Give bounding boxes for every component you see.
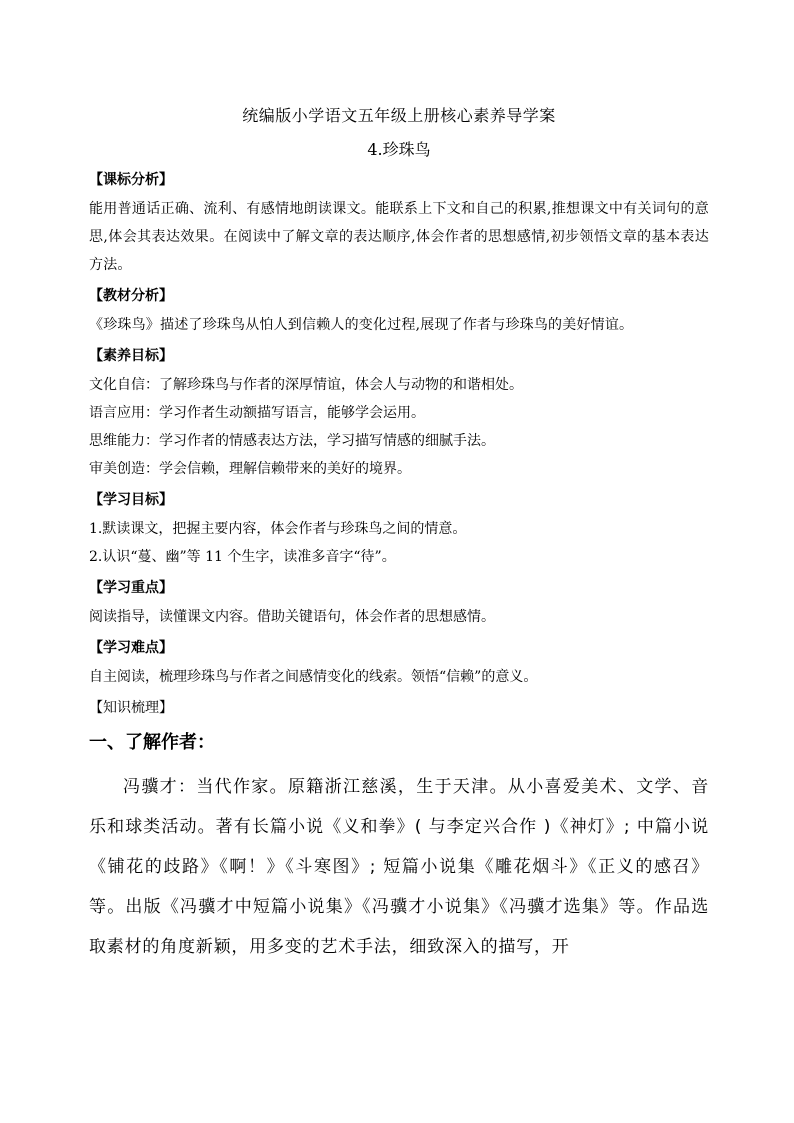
section-heading-zhongdian: 【学习重点】: [89, 580, 173, 596]
section-heading-xuexi-mubiao: 【学习目标】: [89, 492, 173, 508]
suyang-line: 语言应用：学习作者生动额描写语言，能够学会运用。: [89, 405, 425, 421]
suyang-line: 思维能力：学习作者的情感表达方法，学习描写情感的细腻手法。: [89, 433, 495, 449]
author-paragraph: 冯骥才：当代作家。原籍浙江慈溪，生于天津。从小喜爱美术、文学、音乐和球类活动。著有长篇小说《义和拳》( 与李定兴合作 )《神灯》; 中篇小说《铺花的歧路》《啊！》《斗寒图》; 短篇小说集《雕花烟斗》《正义的感召》等。出版《冯骥才中短篇小说集》《冯骥才小说集》《冯骥才选集》等。作品选取素材的角度新颖，用多变的艺术手法，细致深入的描写，开: [89, 777, 709, 957]
section-text-kebiao: 能用普通话正确、流利、有感情地朗读课文。能联系上下文和自己的积累,推想课文中有关词句的意思,体会其表达效果。在阅读中了解文章的表达顺序,体会作者的思想感情,初步领悟文章的基本表达方法。: [89, 201, 709, 273]
section-text-nandian: 自主阅读，梳理珍珠鸟与作者之间感情变化的线索。领悟“信赖”的意义。: [89, 669, 538, 685]
lesson-title: 4.珍珠鸟: [367, 140, 431, 159]
suyang-line: 审美创造：学会信赖，理解信赖带来的美好的境界。: [89, 461, 411, 477]
document-title: 统编版小学语文五年级上册核心素养导学案: [242, 106, 556, 125]
document-content: [89, 103, 709, 967]
mubiao-line: 1.默读课文，把握主要内容，体会作者与珍珠鸟之间的情意。: [89, 521, 467, 537]
suyang-line: 文化自信：了解珍珠鸟与作者的深厚情谊，体会人与动物的和谐相处。: [89, 377, 523, 393]
section-heading-zhishi: 【知识梳理】: [89, 700, 173, 716]
section-heading-jiaocai: 【教材分析】: [89, 288, 173, 304]
section-text-jiaocai: 《珍珠鸟》描述了珍珠鸟从怕人到信赖人的变化过程,展现了作者与珍珠鸟的美好情谊。: [89, 317, 634, 333]
author-heading: 一、了解作者：: [89, 732, 215, 753]
mubiao-line: 2.认识“蔓、幽”等 11 个生字，读准多音字“待”。: [89, 549, 396, 565]
section-heading-kebiao: 【课标分析】: [89, 172, 173, 188]
section-heading-nandian: 【学习难点】: [89, 640, 173, 656]
section-text-zhongdian: 阅读指导，读懂课文内容。借助关键语句，体会作者的思想感情。: [89, 609, 495, 625]
section-heading-suyang: 【素养目标】: [89, 348, 173, 364]
